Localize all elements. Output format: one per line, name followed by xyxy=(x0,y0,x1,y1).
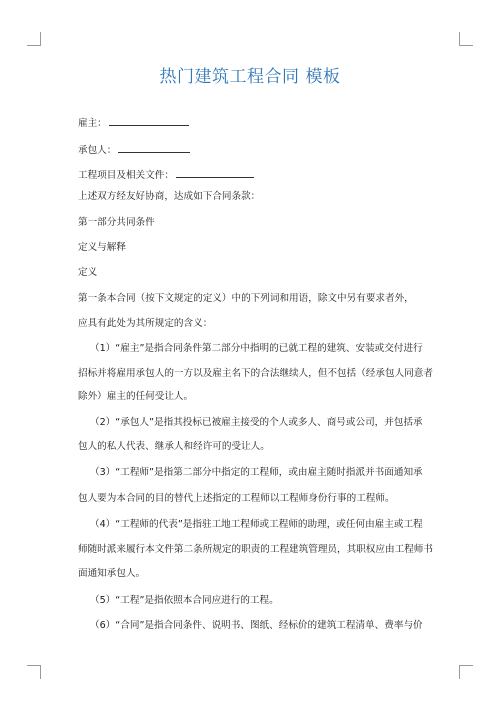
field-contractor-label: 承包人： xyxy=(78,145,117,156)
document-title: 热门建筑工程合同 模板 xyxy=(159,67,341,87)
clause-line: 包人要为本合同的目的替代上述指定的工程师以工程师身份行事的工程师。 xyxy=(78,493,395,504)
subsection-heading: 定义与解释 xyxy=(78,242,126,253)
crop-mark-bottom-right xyxy=(459,665,473,679)
section-heading: 第一部分共同条件 xyxy=(78,217,155,228)
subsection-heading: 定义 xyxy=(78,267,98,278)
crop-mark-bottom-left xyxy=(27,665,41,679)
clause-line: 招标并将雇用承包人的一方以及雇主名下的合法继续人，但不包括（经承包人同意者 xyxy=(78,368,433,379)
paragraph-line: 应具有此处为其所规定的含义： xyxy=(78,318,213,329)
clause-line: （4）“工程师的代表”是指驻工地工程师或工程师的助理，或任何由雇主或工程 xyxy=(90,519,423,530)
field-project xyxy=(78,167,438,183)
paragraph-line: 上述双方经友好协商，达成如下合同条款： xyxy=(78,191,261,202)
field-project-label: 工程项目及相关文件： xyxy=(78,170,174,181)
clause-line: （5）“工程”是指依照本合同应进行的工程。 xyxy=(90,595,279,606)
crop-mark-top-left xyxy=(27,32,41,46)
employer-blank[interactable] xyxy=(109,115,189,126)
clause-line: （6）“合同”是指合同条件、说明书、图纸、经标价的建筑工程清单、费率与价 xyxy=(90,620,423,631)
clause-line: （1）“雇主”是指合同条件第二部分中指明的已就工程的建筑、安装或交付进行 xyxy=(90,343,423,354)
clause-line: 面通知承包人。 xyxy=(78,568,146,579)
contractor-blank[interactable] xyxy=(118,142,190,153)
clause-line: 包人的私人代表、继承人和经许可的受让人。 xyxy=(78,441,270,452)
field-contractor xyxy=(78,142,438,158)
project-blank[interactable] xyxy=(176,167,254,178)
paragraph-line: 第一条本合同（按下文规定的定义）中的下列词和用语，除文中另有要求者外， xyxy=(78,293,414,304)
crop-mark-top-right xyxy=(459,32,473,46)
clause-line: （2）“承包人”是指其投标已被雇主接受的个人或多人、商号或公司，并包括承 xyxy=(90,417,423,428)
field-employer-label: 雇主： xyxy=(78,118,107,129)
field-employer xyxy=(78,115,438,131)
clause-line: 除外）雇主的任何受让人。 xyxy=(78,391,194,402)
clause-line: 师随时派来履行本文件第二条所规定的职责的工程建筑管理员，其职权应由工程师书 xyxy=(78,544,433,555)
clause-line: （3）“工程师”是指第二部分中指定的工程师，或由雇主随时指派并书面通知承 xyxy=(90,467,423,478)
